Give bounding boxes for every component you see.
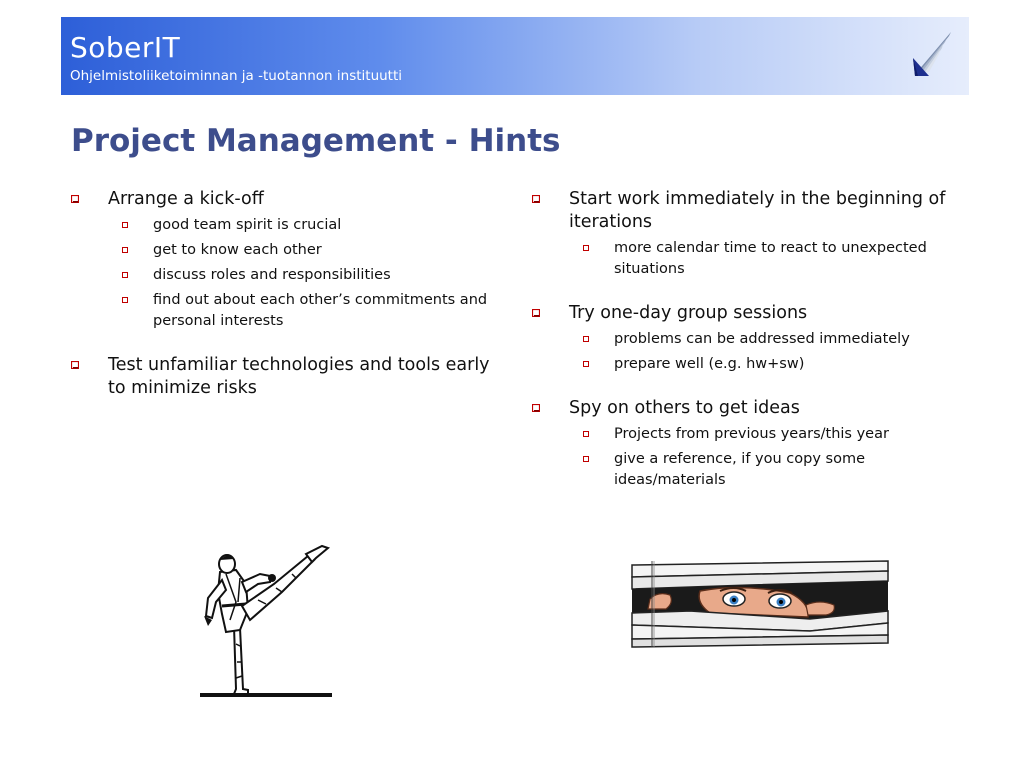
bullet-text: Test unfamiliar technologies and tools early to minimize risks xyxy=(108,355,490,398)
sub-bullet-text: problems can be addressed immediately xyxy=(614,331,910,347)
square-bullet-icon xyxy=(122,222,128,228)
square-bullet-icon xyxy=(71,361,79,369)
karate-kick-clipart-icon xyxy=(196,544,336,700)
bullet-text: Spy on others to get ideas xyxy=(569,398,800,418)
sub-bullet-item xyxy=(569,424,962,445)
right-column xyxy=(532,188,962,491)
sub-bullet-text: give a reference, if you copy some ideas/materials xyxy=(614,451,865,488)
sub-bullet-item xyxy=(108,290,501,332)
sub-bullet-text: get to know each other xyxy=(153,242,322,258)
square-bullet-icon xyxy=(583,245,589,251)
brand-name: SoberIT xyxy=(70,31,181,64)
sub-bullet-text: find out about each other’s commitments and personal interests xyxy=(153,292,488,329)
square-bullet-icon xyxy=(122,272,128,278)
bullet-item xyxy=(532,188,962,280)
bullet-item xyxy=(532,302,962,375)
bullet-item xyxy=(71,188,501,332)
soberit-wing-logo-icon xyxy=(909,30,955,80)
sub-bullet-item xyxy=(108,265,501,286)
sub-bullet-item xyxy=(108,215,501,236)
sub-bullet-text: Projects from previous years/this year xyxy=(614,426,889,442)
square-bullet-icon xyxy=(583,456,589,462)
square-bullet-icon xyxy=(583,336,589,342)
bullet-text: Try one-day group sessions xyxy=(569,303,808,323)
header-banner xyxy=(61,17,969,95)
square-bullet-icon xyxy=(122,297,128,303)
bullet-item xyxy=(532,397,962,491)
spy-through-blinds-clipart-icon xyxy=(630,559,890,648)
sub-bullet-item xyxy=(569,449,962,491)
bullet-text: Arrange a kick-off xyxy=(108,189,264,209)
square-bullet-icon xyxy=(532,309,540,317)
sub-bullet-item xyxy=(569,329,962,350)
bullet-item xyxy=(71,354,501,400)
square-bullet-icon xyxy=(122,247,128,253)
square-bullet-icon xyxy=(532,404,540,412)
sub-bullet-item xyxy=(108,240,501,261)
brand-tagline: Ohjelmistoliiketoiminnan ja -tuotannon instituutti xyxy=(70,68,403,84)
sub-bullet-text: more calendar time to react to unexpected situations xyxy=(614,240,927,277)
sub-bullet-text: prepare well (e.g. hw+sw) xyxy=(614,356,805,372)
left-column xyxy=(71,188,501,400)
sub-bullet-item xyxy=(569,238,962,280)
bullet-text: Start work immediately in the beginning of iterations xyxy=(569,189,946,232)
sub-bullet-text: good team spirit is crucial xyxy=(153,217,342,233)
sub-bullet-item xyxy=(569,354,962,375)
slide-title: Project Management - Hints xyxy=(71,123,561,159)
sub-bullet-text: discuss roles and responsibilities xyxy=(153,267,391,283)
square-bullet-icon xyxy=(532,195,540,203)
square-bullet-icon xyxy=(71,195,79,203)
square-bullet-icon xyxy=(583,431,589,437)
square-bullet-icon xyxy=(583,361,589,367)
